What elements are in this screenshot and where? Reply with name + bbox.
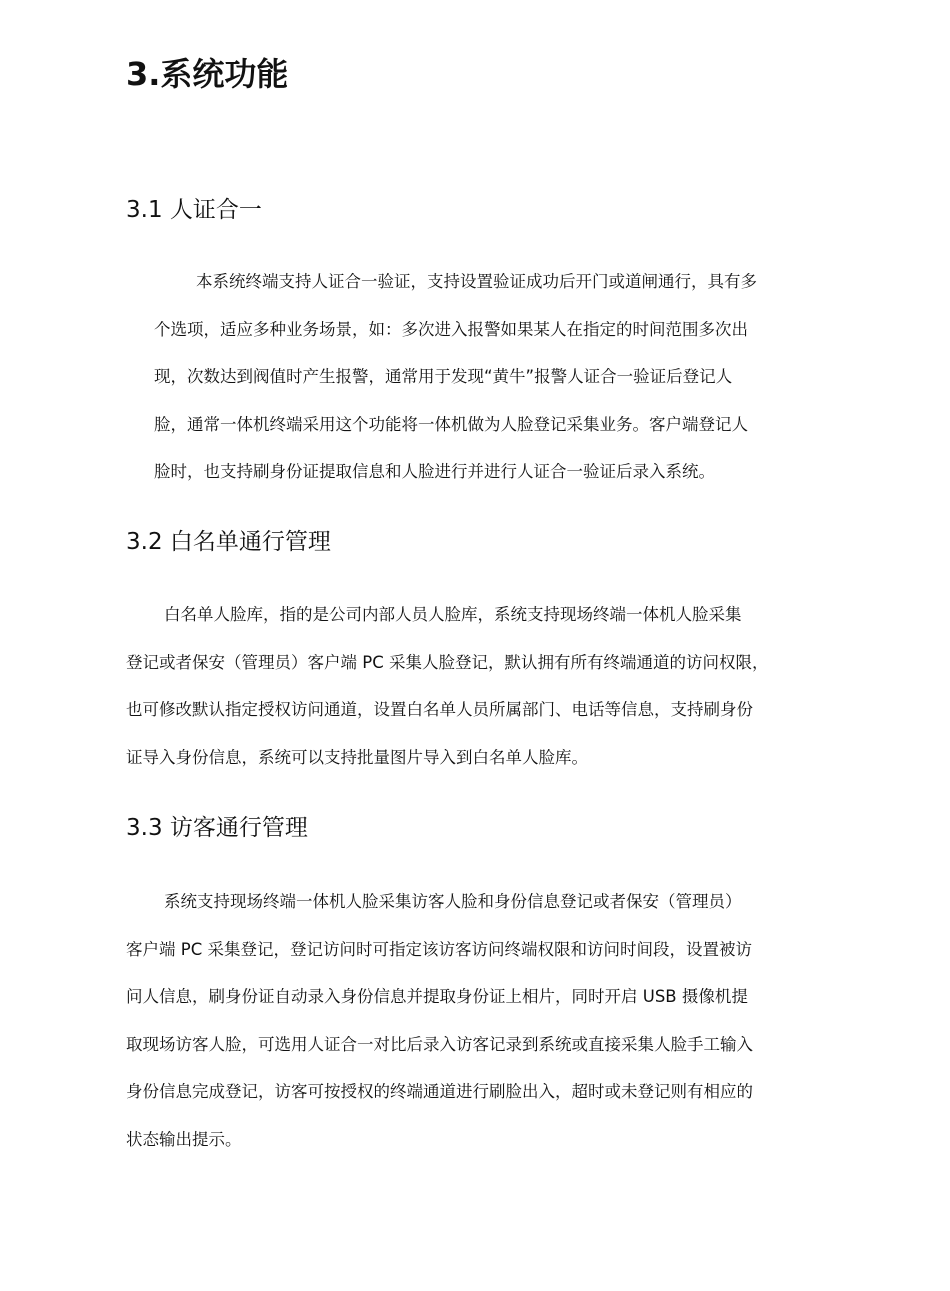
paragraph-line: 白名单人脸库，指的是公司内部人员人脸库，系统支持现场终端一体机人脸采集 xyxy=(164,605,742,624)
paragraph-line: 系统支持现场终端一体机人脸采集访客人脸和身份信息登记或者保安（管理员） xyxy=(164,892,742,911)
paragraph-line: 本系统终端支持人证合一验证，支持设置验证成功后开门或道闸通行，具有多 xyxy=(196,272,757,291)
section-paragraph-3-3 xyxy=(126,878,753,1163)
paragraph-line: 状态输出提示。 xyxy=(126,1129,242,1149)
section-paragraph-3-2 xyxy=(126,591,768,781)
section-paragraph-3-1 xyxy=(154,258,757,496)
section-title-3-3: 3.3 访客通行管理 xyxy=(126,815,308,841)
section-title-3-2: 3.2 白名单通行管理 xyxy=(126,529,331,555)
paragraph-line: 取现场访客人脸，可选用人证合一对比后录入访客记录到系统或直接采集人脸手工输入 xyxy=(126,1034,753,1054)
paragraph-line: 客户端 PC 采集登记，登记访问时可指定该访客访问终端权限和访问时间段，设置被访 xyxy=(126,939,752,959)
paragraph-line: 身份信息完成登记，访客可按授权的终端通道进行刷脸出入，超时或未登记则有相应的 xyxy=(126,1082,753,1101)
paragraph-line: 脸，通常一体机终端采用这个功能将一体机做为人脸登记采集业务。客户端登记人 xyxy=(154,414,748,434)
section-title-3-1: 3.1 人证合一 xyxy=(126,197,262,223)
paragraph-line: 个选项，适应多种业务场景，如：多次进入报警如果某人在指定的时间范围多次出 xyxy=(154,319,748,339)
chapter-title: 3.系统功能 xyxy=(126,55,289,93)
paragraph-line: 证导入身份信息，系统可以支持批量图片导入到白名单人脸库。 xyxy=(126,747,588,767)
paragraph-line: 也可修改默认指定授权访问通道，设置白名单人员所属部门、电话等信息，支持刷身份 xyxy=(126,700,753,719)
paragraph-line: 登记或者保安（管理员）客户端 PC 采集人脸登记，默认拥有所有终端通道的访问权限， xyxy=(126,652,769,672)
paragraph-line: 问人信息，刷身份证自动录入身份信息并提取身份证上相片，同时开启 USB 摄像机提 xyxy=(126,987,748,1006)
paragraph-line: 脸时，也支持刷身份证提取信息和人脸进行并进行人证合一验证后录入系统。 xyxy=(154,462,715,481)
paragraph-line: 现，次数达到阀值时产生报警，通常用于发现“黄牛”报警人证合一验证后登记人 xyxy=(154,367,733,386)
